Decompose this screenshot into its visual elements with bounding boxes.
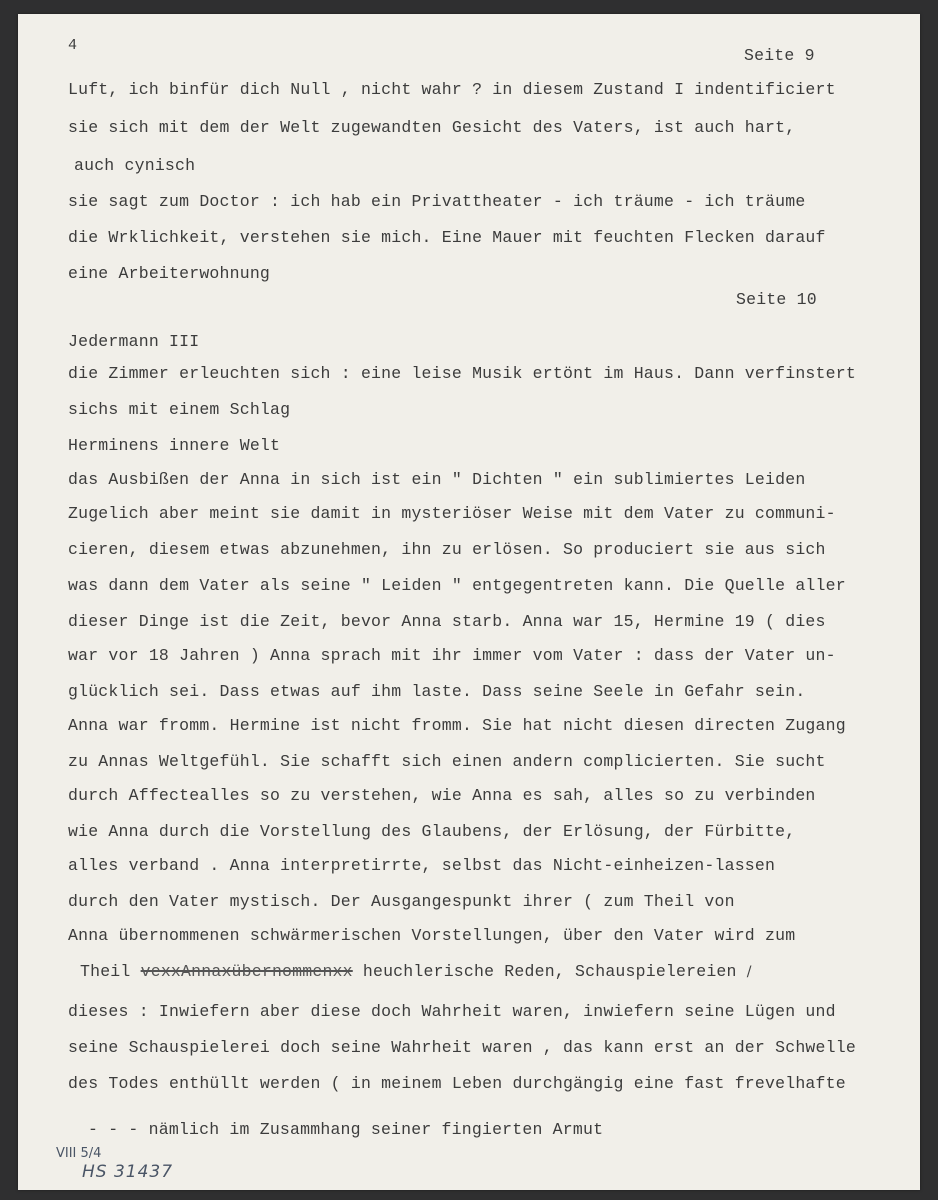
text-line: war vor 18 Jahren ) Anna sprach mit ihr immer vom Vater : dass der Vater un- <box>68 646 836 665</box>
text-line: die Zimmer erleuchten sich : eine leise Musik ertönt im Haus. Dann verfinstert <box>68 364 856 383</box>
text-line: cieren, diesem etwas abzunehmen, ihn zu erlösen. So produciert sie aus sich <box>68 540 826 559</box>
text-line: auch cynisch <box>74 156 196 175</box>
text-line: die Wrklichkeit, verstehen sie mich. Eine Mauer mit feuchten Flecken darauf <box>68 228 826 247</box>
text-line: Zugelich aber meint sie damit in mysteriöser Weise mit dem Vater zu communi- <box>68 504 836 523</box>
archive-volume-annotation: VIII 5/4 <box>56 1146 102 1161</box>
text-line: wie Anna durch die Vorstellung des Glaubens, der Erlösung, der Fürbitte, <box>68 822 796 841</box>
text-line: was dann dem Vater als seine " Leiden " entgegentreten kann. Die Quelle aller <box>68 576 846 595</box>
text-line: Luft, ich binfür dich Null , nicht wahr ? in diesem Zustand I indentificiert <box>68 80 836 99</box>
section-heading: Herminens innere Welt <box>68 436 281 455</box>
text-line: das Ausbißen der Anna in sich ist ein " Dichten " ein sublimiertes Leiden <box>68 470 806 489</box>
manuscript-page <box>18 14 920 1190</box>
text-line: glücklich sei. Dass etwas auf ihm laste. Dass seine Seele in Gefahr sein. <box>68 682 806 701</box>
line-rest: heuchlerische Reden, Schauspielereien <box>362 962 737 981</box>
text-line: seine Schauspielerei doch seine Wahrheit waren , das kann erst an der Schwelle <box>68 1038 856 1057</box>
page-reference-seite-9: Seite 9 <box>744 46 815 65</box>
text-line: - - - nämlich im Zusammhang seiner fingierten Armut <box>88 1120 604 1139</box>
text-line: alles verband . Anna interpretirrte, selbst das Nicht-einheizen-lassen <box>68 856 776 875</box>
page-reference-seite-10: Seite 10 <box>736 290 817 309</box>
archive-signature: HS 31437 <box>82 1162 174 1182</box>
page-number: 4 <box>68 37 78 54</box>
line-prefix: Theil <box>80 962 131 981</box>
insertion-mark: / <box>746 964 752 980</box>
text-line: des Todes enthüllt werden ( in meinem Leben durchgängig eine fast frevelhafte <box>68 1074 846 1093</box>
text-line: dieses : Inwiefern aber diese doch Wahrheit waren, inwiefern seine Lügen und <box>68 1002 836 1021</box>
text-line: zu Annas Weltgefühl. Sie schafft sich einen andern complicierten. Sie sucht <box>68 752 826 771</box>
text-line: durch den Vater mystisch. Der Ausgangespunkt ihrer ( zum Theil von <box>68 892 735 911</box>
text-line: sichs mit einem Schlag <box>68 400 291 419</box>
text-line: dieser Dinge ist die Zeit, bevor Anna starb. Anna war 15, Hermine 19 ( dies <box>68 612 826 631</box>
section-heading: Jedermann III <box>68 332 200 351</box>
text-line: durch Affectealles so zu verstehen, wie Anna es sah, alles so zu verbinden <box>68 786 816 805</box>
text-line-with-deletion <box>80 962 752 982</box>
text-line: sie sich mit dem der Welt zugewandten Gesicht des Vaters, ist auch hart, <box>68 118 796 137</box>
text-line: sie sagt zum Doctor : ich hab ein Privattheater - ich träume - ich träume <box>68 192 806 211</box>
text-line: Anna übernommenen schwärmerischen Vorstellungen, über den Vater wird zum <box>68 926 796 945</box>
text-line: eine Arbeiterwohnung <box>68 264 271 283</box>
text-line: Anna war fromm. Hermine ist nicht fromm. Sie hat nicht diesen directen Zugang <box>68 716 846 735</box>
struck-out-text: vexxAnnaxübernommenxx <box>140 962 353 981</box>
